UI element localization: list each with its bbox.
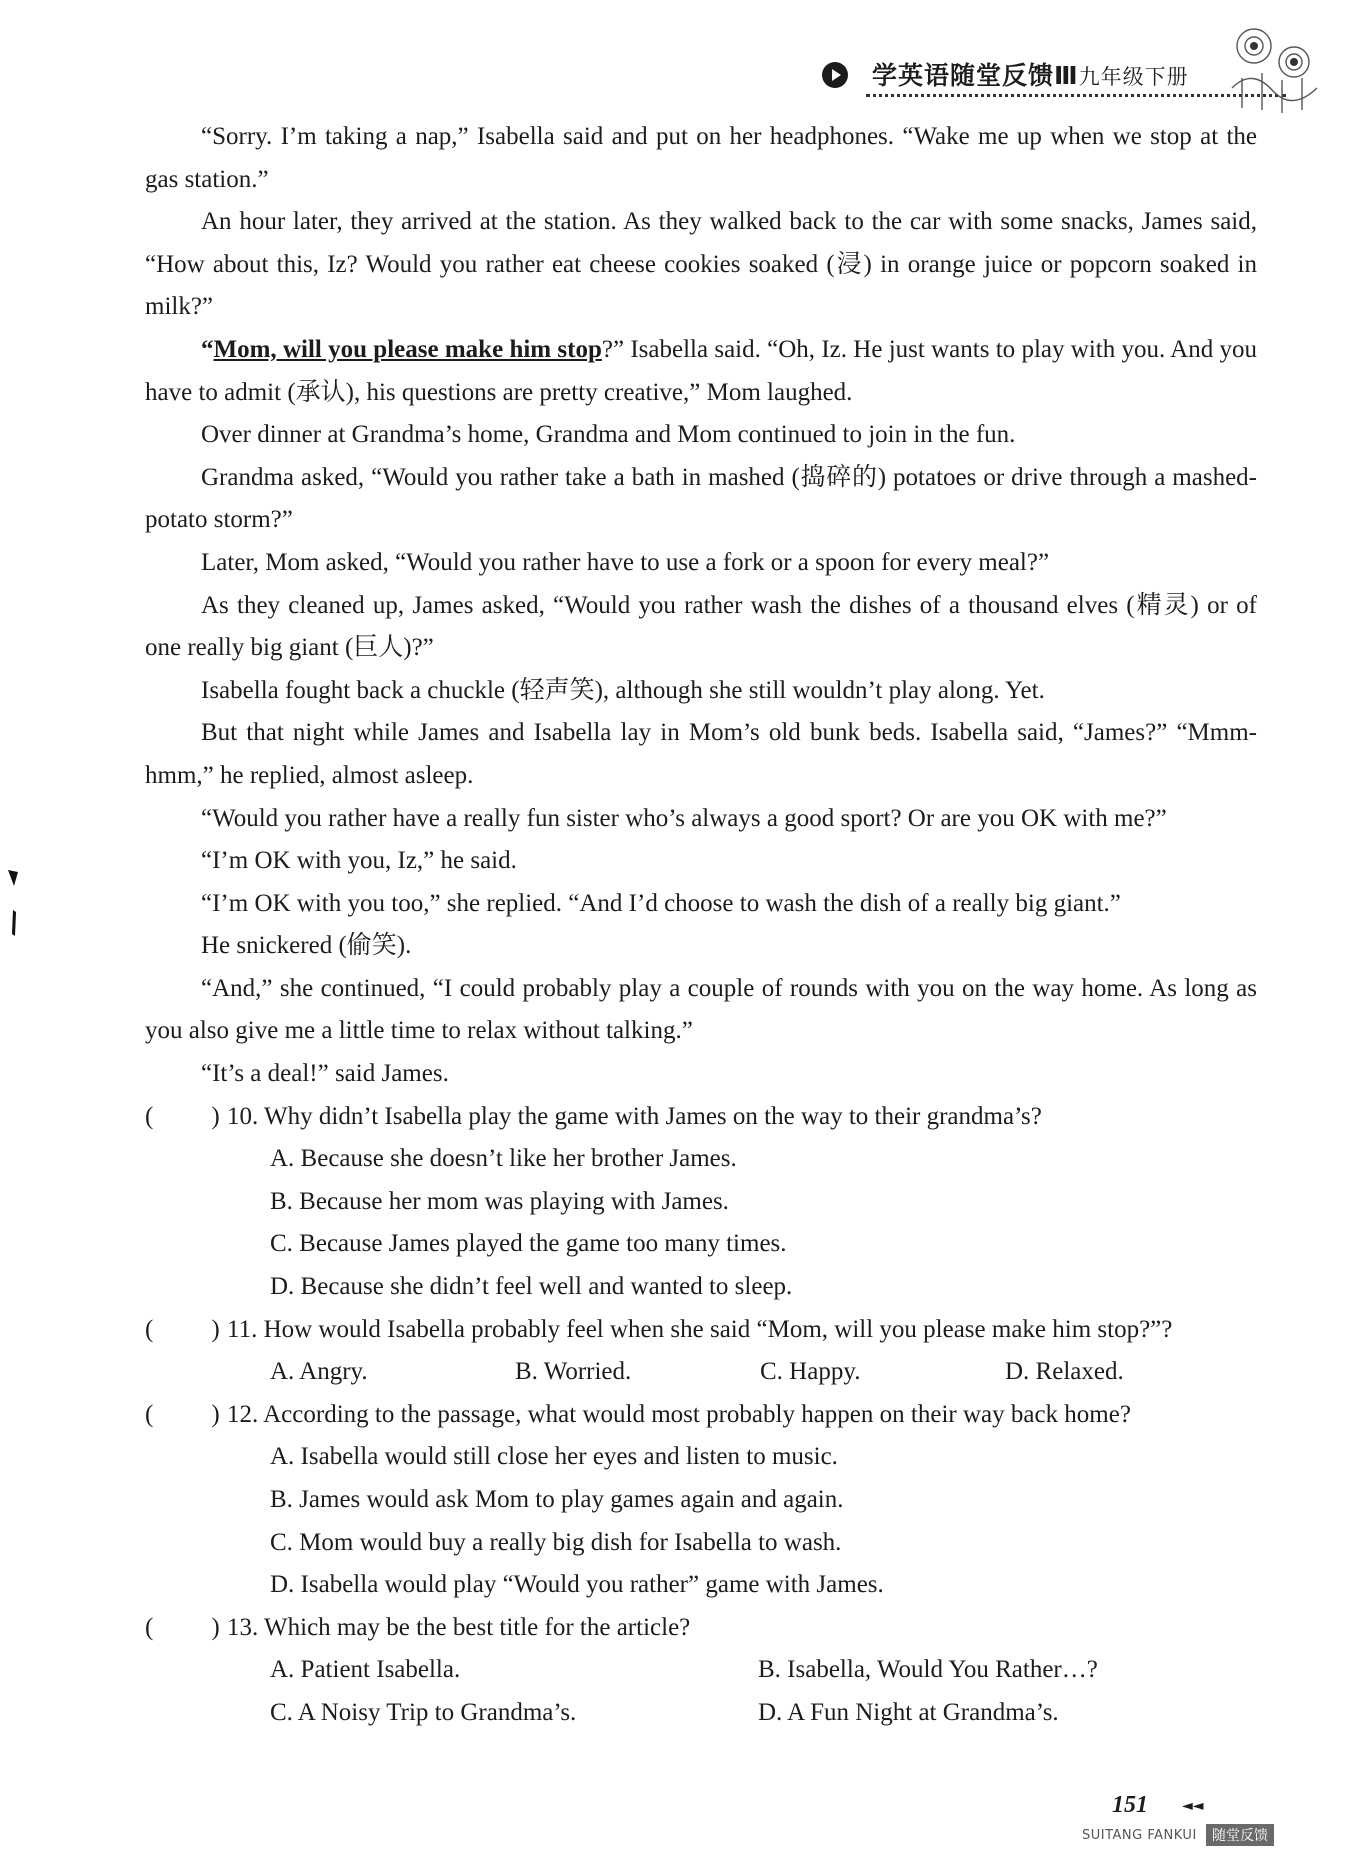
- question-10: [145, 1096, 1257, 1309]
- option-c[interactable]: C. Because James played the game too many times.: [270, 1230, 787, 1258]
- margin-mark: [6, 866, 20, 888]
- book-subtitle: 九年级下册: [1078, 65, 1189, 89]
- option-a[interactable]: A. Isabella would still close her eyes and listen to music.: [270, 1443, 838, 1471]
- paragraph: “Mom, will you please make him stop?” Isabella said. “Oh, Iz. He just wants to play with you. And you have to admit (承认), his questions are pretty creative,” Mom laughed.: [145, 335, 1257, 406]
- paragraph: Later, Mom asked, “Would you rather have to use a fork or a spoon for every meal?”: [201, 548, 1050, 576]
- question-stem: ( ) 12. According to the passage, what would most probably happen on their way back home?: [145, 1400, 1131, 1428]
- paragraph: Over dinner at Grandma’s home, Grandma and Mom continued to join in the fun.: [201, 421, 1016, 449]
- paragraph: “I’m OK with you, Iz,” he said.: [201, 847, 517, 875]
- option-d[interactable]: D. Isabella would play “Would you rather” game with James.: [270, 1571, 884, 1599]
- paragraph: But that night while James and Isabella lay in Mom’s old bunk beds. Isabella said, “James?” “Mmm-hmm,” he replied, almost asleep.: [145, 719, 1257, 789]
- question-stem: ( ) 13. Which may be the best title for the article?: [145, 1613, 691, 1641]
- option-d[interactable]: D. Because she didn’t feel well and wanted to sleep.: [270, 1273, 793, 1301]
- option-d[interactable]: D. Relaxed.: [1005, 1358, 1124, 1386]
- option-a[interactable]: A. Because she doesn’t like her brother James.: [270, 1145, 737, 1173]
- option-b[interactable]: B. Because her mom was playing with James.: [270, 1187, 729, 1215]
- book-title: 学英语随堂反馈Ⅲ: [872, 61, 1079, 90]
- double-arrow-left-icon: ◄◄: [1182, 1798, 1204, 1814]
- option-b[interactable]: B. Isabella, Would You Rather…?: [758, 1656, 1098, 1684]
- page-number: 151: [1112, 1792, 1148, 1818]
- question-stem: ( ) 10. Why didn’t Isabella play the game with James on the way to their grandma’s?: [145, 1102, 1042, 1130]
- option-a[interactable]: A. Patient Isabella.: [270, 1656, 461, 1684]
- question-11: [145, 1309, 1257, 1394]
- paragraph: Isabella fought back a chuckle (轻声笑), although she still wouldn’t play along. Yet.: [201, 676, 1045, 704]
- option-b[interactable]: B. James would ask Mom to play games again and again.: [270, 1486, 844, 1513]
- option-a[interactable]: A. Angry.: [270, 1358, 368, 1386]
- option-d[interactable]: D. A Fun Night at Grandma’s.: [758, 1698, 1059, 1726]
- play-icon: [822, 62, 848, 88]
- option-c[interactable]: C. Happy.: [760, 1358, 861, 1386]
- paragraph: “Sorry. I’m taking a nap,” Isabella said and put on her headphones. “Wake me up when we stop at the gas station.”: [145, 123, 1257, 193]
- option-c[interactable]: C. Mom would buy a really big dish for Isabella to wash.: [270, 1528, 842, 1556]
- footer-brand: SUITANG FANKUI: [1082, 1828, 1197, 1843]
- underlined-sentence: Mom, will you please make him stop: [213, 335, 602, 363]
- paragraph: As they cleaned up, James asked, “Would you rather wash the dishes of a thousand elves (精灵) or of one really big giant (巨人)?”: [145, 591, 1257, 662]
- footer-badge: 随堂反馈: [1206, 1824, 1274, 1846]
- margin-mark: [10, 910, 18, 936]
- paragraph: “I’m OK with you too,” she replied. “And I’d choose to wash the dish of a really big giant.”: [201, 889, 1121, 917]
- question-13: [145, 1607, 1257, 1735]
- paragraph: He snickered (偷笑).: [201, 932, 412, 960]
- question-stem: ( ) 11. How would Isabella probably feel when she said “Mom, will you please make him stop?”?: [145, 1315, 1173, 1343]
- paragraph: An hour later, they arrived at the station. As they walked back to the car with some snacks, James said, “How about this, Iz? Would you rather eat cheese cookies soaked (浸) in orange juice or popcorn soaked in milk?”: [145, 208, 1257, 321]
- question-12: [145, 1394, 1257, 1607]
- paragraph: “Would you rather have a really fun sister who’s always a good sport? Or are you OK with me?”: [201, 804, 1167, 832]
- flower-decoration-icon: [1222, 18, 1332, 118]
- option-c[interactable]: C. A Noisy Trip to Grandma’s.: [270, 1698, 577, 1726]
- paragraph: “It’s a deal!” said James.: [201, 1060, 449, 1088]
- option-b[interactable]: B. Worried.: [515, 1358, 632, 1386]
- reading-passage: [145, 116, 1257, 1735]
- paragraph: Grandma asked, “Would you rather take a bath in mashed (捣碎的) potatoes or drive through a mashed-potato storm?”: [145, 463, 1257, 534]
- paragraph: “And,” she continued, “I could probably play a couple of rounds with you on the way home. As long as you also give me a little time to relax without talking.”: [145, 974, 1257, 1045]
- header-title: [872, 56, 1189, 92]
